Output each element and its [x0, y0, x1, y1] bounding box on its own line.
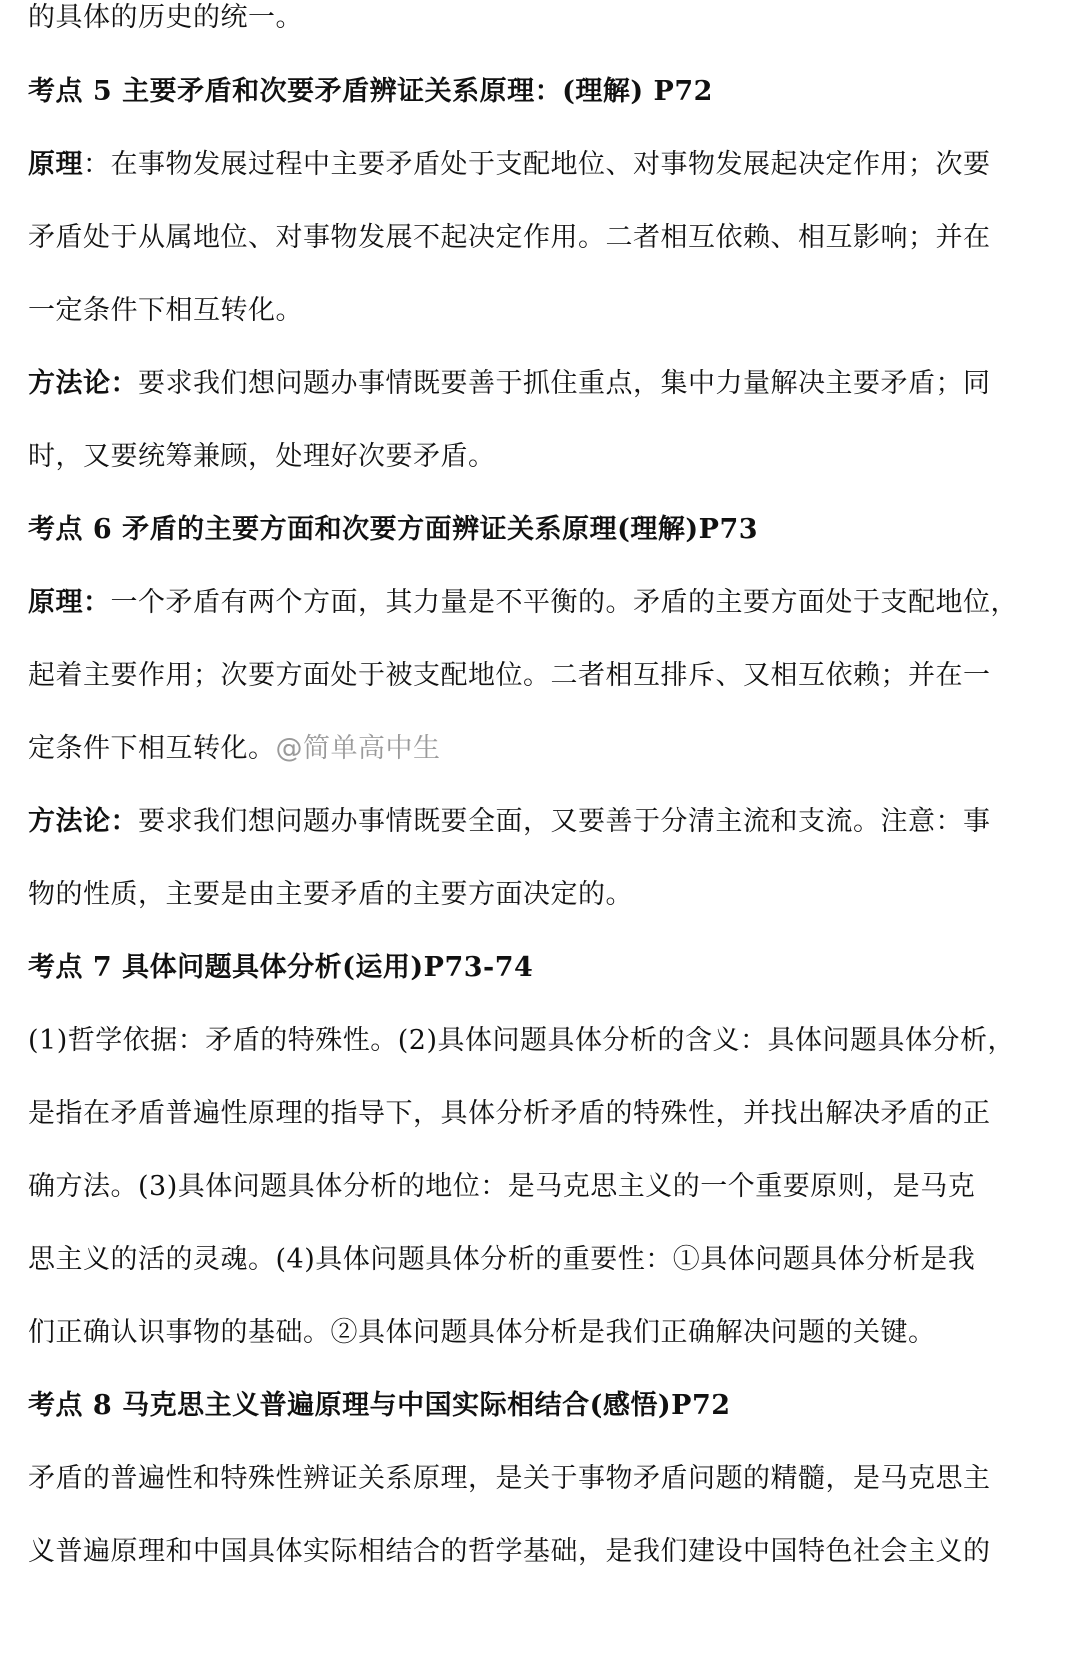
line-text: 定条件下相互转化。	[28, 733, 276, 764]
text-line	[28, 218, 1052, 258]
text-line	[28, 1459, 1052, 1499]
section-heading	[28, 1386, 1052, 1426]
line-text: 们正确认识事物的基础。②具体问题具体分析是我们正确解决问题的关键。	[28, 1317, 936, 1348]
line-text: 物的性质，主要是由主要矛盾的主要方面决定的。	[28, 879, 633, 910]
principle-paragraph-line	[28, 583, 1052, 623]
heading-text: 考点 5 主要矛盾和次要矛盾辨证关系原理：(理解) P72	[28, 76, 713, 107]
text-line	[28, 1532, 1052, 1572]
line-text: 义普遍原理和中国具体实际相结合的哲学基础，是我们建设中国特色社会主义的	[28, 1536, 991, 1567]
watermark-text: @简单高中生	[275, 733, 441, 764]
section-heading	[28, 510, 1052, 550]
line-text: 要求我们想问题办事情既要全面，又要善于分清主流和支流。注意：事	[138, 806, 991, 837]
line-text: 起着主要作用；次要方面处于被支配地位。二者相互排斥、又相互依赖；并在一	[28, 660, 991, 691]
line-text: 要求我们想问题办事情既要善于抓住重点，集中力量解决主要矛盾；同	[138, 368, 991, 399]
text-line	[28, 0, 1052, 38]
line-text: 确方法。(3)具体问题具体分析的地位：是马克思主义的一个重要原则，是马克	[28, 1171, 976, 1202]
line-text: ：在事物发展过程中主要矛盾处于支配地位、对事物发展起决定作用；次要	[83, 149, 991, 180]
term-label: 原理：	[28, 587, 111, 618]
principle-paragraph-line	[28, 145, 1052, 185]
line-text: 矛盾处于从属地位、对事物发展不起决定作用。二者相互依赖、相互影响；并在	[28, 222, 991, 253]
text-line	[28, 1167, 1052, 1207]
line-text: 一个矛盾有两个方面，其力量是不平衡的。矛盾的主要方面处于支配地位，	[110, 587, 1018, 618]
text-line	[28, 656, 1052, 696]
line-text: 一定条件下相互转化。	[28, 295, 303, 326]
heading-text: 考点 8 马克思主义普遍原理与中国实际相结合(感悟)P72	[28, 1390, 731, 1421]
section-heading	[28, 72, 1052, 112]
heading-text: 考点 6 矛盾的主要方面和次要方面辨证关系原理(理解)P73	[28, 514, 759, 545]
heading-text: 考点 7 具体问题具体分析(运用)P73-74	[28, 952, 534, 983]
term-label: 方法论：	[28, 806, 138, 837]
methodology-paragraph-line	[28, 364, 1052, 404]
text-line	[28, 875, 1052, 915]
text-line	[28, 1313, 1052, 1353]
text-line	[28, 1240, 1052, 1280]
text-line	[28, 291, 1052, 331]
text-line	[28, 1021, 1052, 1061]
section-heading	[28, 948, 1052, 988]
line-text: 时，又要统筹兼顾，处理好次要矛盾。	[28, 441, 496, 472]
line-text: (1)哲学依据：矛盾的特殊性。(2)具体问题具体分析的含义：具体问题具体分析，	[28, 1025, 1015, 1056]
line-text: 思主义的活的灵魂。(4)具体问题具体分析的重要性：①具体问题具体分析是我	[28, 1244, 976, 1275]
line-text: 的具体的历史的统一。	[28, 2, 303, 33]
text-line	[28, 437, 1052, 477]
line-text: 矛盾的普遍性和特殊性辨证关系原理，是关于事物矛盾问题的精髓，是马克思主	[28, 1463, 991, 1494]
methodology-paragraph-line	[28, 802, 1052, 842]
text-line	[28, 729, 1052, 769]
line-text: 是指在矛盾普遍性原理的指导下，具体分析矛盾的特殊性，并找出解决矛盾的正	[28, 1098, 991, 1129]
text-line	[28, 1094, 1052, 1134]
term-label: 方法论：	[28, 368, 138, 399]
term-label: 原理	[28, 149, 83, 180]
